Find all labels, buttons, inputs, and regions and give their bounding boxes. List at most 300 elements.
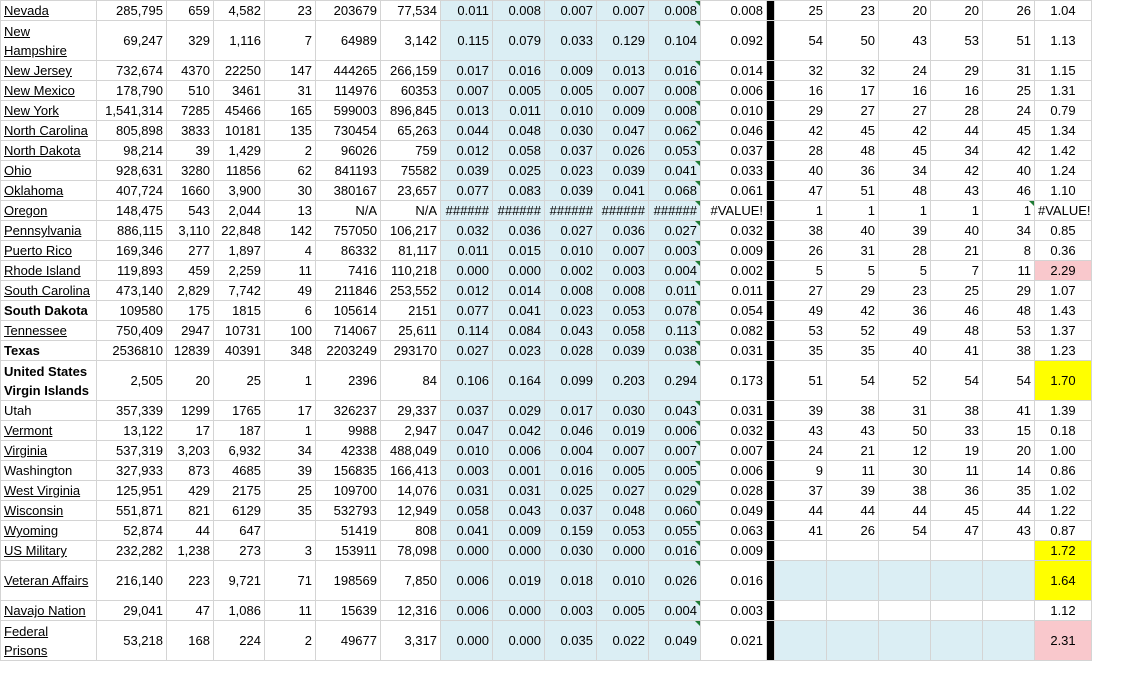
- data-cell[interactable]: 106,217: [381, 221, 441, 241]
- data-cell[interactable]: 11856: [214, 161, 265, 181]
- data-cell[interactable]: 0.041: [597, 181, 649, 201]
- data-cell[interactable]: 0.029: [649, 481, 701, 501]
- data-cell[interactable]: 38: [931, 401, 983, 421]
- data-cell[interactable]: 40: [827, 221, 879, 241]
- data-cell[interactable]: 0.010: [597, 561, 649, 601]
- data-cell[interactable]: 5: [879, 261, 931, 281]
- data-cell[interactable]: 41: [983, 401, 1035, 421]
- data-cell[interactable]: 9,721: [214, 561, 265, 601]
- data-cell[interactable]: 75582: [381, 161, 441, 181]
- row-label-cell[interactable]: Oklahoma: [1, 181, 97, 201]
- data-cell[interactable]: 0.007: [597, 81, 649, 101]
- data-cell[interactable]: 0.023: [545, 301, 597, 321]
- data-cell[interactable]: 0.003: [545, 601, 597, 621]
- row-label-cell[interactable]: Pennsylvania: [1, 221, 97, 241]
- data-cell[interactable]: 4685: [214, 461, 265, 481]
- data-cell[interactable]: 25,611: [381, 321, 441, 341]
- data-cell[interactable]: 14,076: [381, 481, 441, 501]
- data-cell[interactable]: 50: [827, 21, 879, 61]
- data-cell[interactable]: 0.032: [701, 421, 767, 441]
- data-cell[interactable]: 36: [931, 481, 983, 501]
- data-cell[interactable]: 0.043: [545, 321, 597, 341]
- data-cell[interactable]: 0.030: [597, 401, 649, 421]
- data-cell[interactable]: 45: [827, 121, 879, 141]
- data-cell[interactable]: 1.43: [1035, 301, 1092, 321]
- data-cell[interactable]: 1,238: [167, 541, 214, 561]
- data-cell[interactable]: 714067: [316, 321, 381, 341]
- data-cell[interactable]: [775, 561, 827, 601]
- data-cell[interactable]: 7: [265, 21, 316, 61]
- data-cell[interactable]: 49: [265, 281, 316, 301]
- data-cell[interactable]: [775, 541, 827, 561]
- data-cell[interactable]: 52: [879, 361, 931, 401]
- data-cell[interactable]: 0.049: [649, 621, 701, 661]
- data-cell[interactable]: 71: [265, 561, 316, 601]
- data-cell[interactable]: 0.019: [493, 561, 545, 601]
- data-cell[interactable]: 0.009: [701, 241, 767, 261]
- data-cell[interactable]: 0.016: [493, 61, 545, 81]
- data-cell[interactable]: 178,790: [97, 81, 167, 101]
- data-cell[interactable]: 0.022: [597, 621, 649, 661]
- data-cell[interactable]: 327,933: [97, 461, 167, 481]
- data-cell[interactable]: 0.031: [701, 341, 767, 361]
- data-cell[interactable]: 54: [931, 361, 983, 401]
- data-cell[interactable]: 14: [983, 461, 1035, 481]
- data-cell[interactable]: 0.037: [545, 141, 597, 161]
- data-cell[interactable]: 12: [879, 441, 931, 461]
- data-cell[interactable]: 26: [983, 1, 1035, 21]
- data-cell[interactable]: 0.002: [701, 261, 767, 281]
- data-cell[interactable]: 0.027: [441, 341, 493, 361]
- data-cell[interactable]: 1: [775, 201, 827, 221]
- data-cell[interactable]: 25: [983, 81, 1035, 101]
- data-cell[interactable]: 0.113: [649, 321, 701, 341]
- data-cell[interactable]: 17: [827, 81, 879, 101]
- data-cell[interactable]: 1: [265, 421, 316, 441]
- data-cell[interactable]: 109580: [97, 301, 167, 321]
- data-cell[interactable]: 22250: [214, 61, 265, 81]
- data-cell[interactable]: 0.009: [597, 101, 649, 121]
- data-cell[interactable]: 148,475: [97, 201, 167, 221]
- data-cell[interactable]: 16: [775, 81, 827, 101]
- data-cell[interactable]: 0.003: [701, 601, 767, 621]
- data-cell[interactable]: 380167: [316, 181, 381, 201]
- data-cell[interactable]: 42: [931, 161, 983, 181]
- data-cell[interactable]: 142: [265, 221, 316, 241]
- data-cell[interactable]: 873: [167, 461, 214, 481]
- data-cell[interactable]: N/A: [316, 201, 381, 221]
- data-cell[interactable]: 0.18: [1035, 421, 1092, 441]
- data-cell[interactable]: 0.002: [545, 261, 597, 281]
- data-cell[interactable]: 32: [827, 61, 879, 81]
- data-cell[interactable]: 119,893: [97, 261, 167, 281]
- data-cell[interactable]: 750,409: [97, 321, 167, 341]
- data-cell[interactable]: 928,631: [97, 161, 167, 181]
- data-cell[interactable]: 1299: [167, 401, 214, 421]
- data-cell[interactable]: 0.010: [545, 241, 597, 261]
- data-cell[interactable]: 203679: [316, 1, 381, 21]
- data-cell[interactable]: 53,218: [97, 621, 167, 661]
- data-cell[interactable]: 1.64: [1035, 561, 1092, 601]
- data-cell[interactable]: 3280: [167, 161, 214, 181]
- data-cell[interactable]: 1.72: [1035, 541, 1092, 561]
- data-cell[interactable]: 39: [879, 221, 931, 241]
- data-cell[interactable]: 54: [827, 361, 879, 401]
- data-cell[interactable]: 0.053: [649, 141, 701, 161]
- data-cell[interactable]: 886,115: [97, 221, 167, 241]
- data-cell[interactable]: 0.048: [597, 501, 649, 521]
- data-cell[interactable]: 38: [879, 481, 931, 501]
- data-cell[interactable]: 37: [775, 481, 827, 501]
- data-cell[interactable]: 1,086: [214, 601, 265, 621]
- data-cell[interactable]: 9: [775, 461, 827, 481]
- data-cell[interactable]: 0.008: [493, 1, 545, 21]
- data-cell[interactable]: 1.42: [1035, 141, 1092, 161]
- data-cell[interactable]: 51: [827, 181, 879, 201]
- data-cell[interactable]: 0.023: [545, 161, 597, 181]
- data-cell[interactable]: 40: [983, 161, 1035, 181]
- row-label-cell[interactable]: New Jersey: [1, 61, 97, 81]
- data-cell[interactable]: 0.041: [441, 521, 493, 541]
- data-cell[interactable]: 2,259: [214, 261, 265, 281]
- data-cell[interactable]: 0.053: [597, 521, 649, 541]
- data-cell[interactable]: 0.173: [701, 361, 767, 401]
- data-cell[interactable]: 0.079: [493, 21, 545, 61]
- data-cell[interactable]: 232,282: [97, 541, 167, 561]
- data-cell[interactable]: 0.79: [1035, 101, 1092, 121]
- data-cell[interactable]: 25: [214, 361, 265, 401]
- data-cell[interactable]: 0.011: [701, 281, 767, 301]
- row-label-cell[interactable]: Tennessee: [1, 321, 97, 341]
- data-cell[interactable]: 223: [167, 561, 214, 601]
- data-cell[interactable]: 51: [983, 21, 1035, 61]
- data-cell[interactable]: 5: [827, 261, 879, 281]
- data-cell[interactable]: 0.042: [493, 421, 545, 441]
- data-cell[interactable]: 49: [775, 301, 827, 321]
- data-cell[interactable]: 29: [775, 101, 827, 121]
- data-cell[interactable]: 23: [879, 281, 931, 301]
- data-cell[interactable]: 0.030: [545, 121, 597, 141]
- data-cell[interactable]: 38: [983, 341, 1035, 361]
- row-label-cell[interactable]: Oregon: [1, 201, 97, 221]
- data-cell[interactable]: 42: [983, 141, 1035, 161]
- data-cell[interactable]: 0.036: [597, 221, 649, 241]
- data-cell[interactable]: 0.046: [701, 121, 767, 141]
- data-cell[interactable]: 0.013: [597, 61, 649, 81]
- data-cell[interactable]: 0.011: [649, 281, 701, 301]
- data-cell[interactable]: 19: [931, 441, 983, 461]
- data-cell[interactable]: 26: [827, 521, 879, 541]
- data-cell[interactable]: 0.104: [649, 21, 701, 61]
- data-cell[interactable]: 25: [265, 481, 316, 501]
- data-cell[interactable]: 488,049: [381, 441, 441, 461]
- data-cell[interactable]: 15: [983, 421, 1035, 441]
- data-cell[interactable]: 2947: [167, 321, 214, 341]
- data-cell[interactable]: 0.036: [493, 221, 545, 241]
- data-cell[interactable]: 31: [879, 401, 931, 421]
- data-cell[interactable]: 16: [931, 81, 983, 101]
- data-cell[interactable]: 2,044: [214, 201, 265, 221]
- data-cell[interactable]: 0.009: [493, 521, 545, 541]
- data-cell[interactable]: 105614: [316, 301, 381, 321]
- data-cell[interactable]: 0.014: [701, 61, 767, 81]
- data-cell[interactable]: 12,316: [381, 601, 441, 621]
- data-cell[interactable]: 4370: [167, 61, 214, 81]
- data-cell[interactable]: 0.007: [649, 441, 701, 461]
- data-cell[interactable]: 0.039: [597, 161, 649, 181]
- data-cell[interactable]: 11: [265, 601, 316, 621]
- row-label-cell[interactable]: US Military: [1, 541, 97, 561]
- data-cell[interactable]: 0.037: [441, 401, 493, 421]
- data-cell[interactable]: 0.006: [441, 561, 493, 601]
- data-cell[interactable]: 1.34: [1035, 121, 1092, 141]
- data-cell[interactable]: 25: [931, 281, 983, 301]
- data-cell[interactable]: 42338: [316, 441, 381, 461]
- data-cell[interactable]: 3,317: [381, 621, 441, 661]
- data-cell[interactable]: 39: [775, 401, 827, 421]
- data-cell[interactable]: 1.23: [1035, 341, 1092, 361]
- data-cell[interactable]: 135: [265, 121, 316, 141]
- data-cell[interactable]: 54: [775, 21, 827, 61]
- data-cell[interactable]: 3: [265, 541, 316, 561]
- data-cell[interactable]: 40391: [214, 341, 265, 361]
- data-cell[interactable]: 11: [827, 461, 879, 481]
- data-cell[interactable]: 0.159: [545, 521, 597, 541]
- data-cell[interactable]: 51419: [316, 521, 381, 541]
- data-cell[interactable]: 40: [775, 161, 827, 181]
- data-cell[interactable]: 39: [265, 461, 316, 481]
- data-cell[interactable]: 285,795: [97, 1, 167, 21]
- data-cell[interactable]: 7,742: [214, 281, 265, 301]
- data-cell[interactable]: 0.007: [701, 441, 767, 461]
- data-cell[interactable]: 0.038: [649, 341, 701, 361]
- data-cell[interactable]: [983, 561, 1035, 601]
- data-cell[interactable]: 0.060: [649, 501, 701, 521]
- data-cell[interactable]: 0.023: [493, 341, 545, 361]
- data-cell[interactable]: 16: [879, 81, 931, 101]
- data-cell[interactable]: 15639: [316, 601, 381, 621]
- data-cell[interactable]: 43: [983, 521, 1035, 541]
- data-cell[interactable]: 0.010: [701, 101, 767, 121]
- data-cell[interactable]: 54: [879, 521, 931, 541]
- data-cell[interactable]: 2203249: [316, 341, 381, 361]
- data-cell[interactable]: 187: [214, 421, 265, 441]
- data-cell[interactable]: 2,505: [97, 361, 167, 401]
- data-cell[interactable]: 39: [167, 141, 214, 161]
- data-cell[interactable]: 1,541,314: [97, 101, 167, 121]
- data-cell[interactable]: 1,897: [214, 241, 265, 261]
- data-cell[interactable]: 273: [214, 541, 265, 561]
- data-cell[interactable]: 22,848: [214, 221, 265, 241]
- data-cell[interactable]: 0.048: [493, 121, 545, 141]
- data-cell[interactable]: [775, 601, 827, 621]
- data-cell[interactable]: 0.016: [649, 541, 701, 561]
- data-cell[interactable]: 2,947: [381, 421, 441, 441]
- data-cell[interactable]: 86332: [316, 241, 381, 261]
- data-cell[interactable]: 30: [879, 461, 931, 481]
- data-cell[interactable]: 216,140: [97, 561, 167, 601]
- data-cell[interactable]: 0.039: [597, 341, 649, 361]
- data-cell[interactable]: 31: [983, 61, 1035, 81]
- data-cell[interactable]: 0.015: [493, 241, 545, 261]
- data-cell[interactable]: 0.36: [1035, 241, 1092, 261]
- row-label-cell[interactable]: West Virginia: [1, 481, 97, 501]
- data-cell[interactable]: 0.000: [441, 541, 493, 561]
- data-cell[interactable]: 0.005: [493, 81, 545, 101]
- data-cell[interactable]: 407,724: [97, 181, 167, 201]
- data-cell[interactable]: 0.114: [441, 321, 493, 341]
- data-cell[interactable]: 1.37: [1035, 321, 1092, 341]
- data-cell[interactable]: 0.019: [597, 421, 649, 441]
- data-cell[interactable]: 0.032: [441, 221, 493, 241]
- data-cell[interactable]: 0.000: [493, 621, 545, 661]
- data-cell[interactable]: [931, 541, 983, 561]
- data-cell[interactable]: 357,339: [97, 401, 167, 421]
- data-cell[interactable]: 0.054: [701, 301, 767, 321]
- data-cell[interactable]: 35: [983, 481, 1035, 501]
- data-cell[interactable]: 45466: [214, 101, 265, 121]
- data-cell[interactable]: 36: [879, 301, 931, 321]
- data-cell[interactable]: 81,117: [381, 241, 441, 261]
- data-cell[interactable]: 0.003: [649, 241, 701, 261]
- data-cell[interactable]: 543: [167, 201, 214, 221]
- data-cell[interactable]: 114976: [316, 81, 381, 101]
- data-cell[interactable]: 537,319: [97, 441, 167, 461]
- data-cell[interactable]: 0.115: [441, 21, 493, 61]
- data-cell[interactable]: 0.031: [701, 401, 767, 421]
- data-cell[interactable]: 821: [167, 501, 214, 521]
- data-cell[interactable]: 1.70: [1035, 361, 1092, 401]
- data-cell[interactable]: 44: [879, 501, 931, 521]
- data-cell[interactable]: #VALUE!: [701, 201, 767, 221]
- data-cell[interactable]: 0.014: [493, 281, 545, 301]
- data-cell[interactable]: 0.85: [1035, 221, 1092, 241]
- data-cell[interactable]: 28: [879, 241, 931, 261]
- data-cell[interactable]: 0.203: [597, 361, 649, 401]
- data-cell[interactable]: 1: [931, 201, 983, 221]
- data-cell[interactable]: #VALUE!: [1035, 201, 1092, 221]
- data-cell[interactable]: 147: [265, 61, 316, 81]
- data-cell[interactable]: 0.011: [493, 101, 545, 121]
- data-cell[interactable]: 64989: [316, 21, 381, 61]
- row-label-cell[interactable]: New Mexico: [1, 81, 97, 101]
- data-cell[interactable]: 0.099: [545, 361, 597, 401]
- data-cell[interactable]: 47: [167, 601, 214, 621]
- data-cell[interactable]: 0.016: [649, 61, 701, 81]
- data-cell[interactable]: 1.24: [1035, 161, 1092, 181]
- data-cell[interactable]: 49: [879, 321, 931, 341]
- data-cell[interactable]: 0.035: [545, 621, 597, 661]
- data-cell[interactable]: 0.008: [597, 281, 649, 301]
- data-cell[interactable]: 841193: [316, 161, 381, 181]
- data-cell[interactable]: 0.000: [493, 541, 545, 561]
- data-cell[interactable]: [983, 541, 1035, 561]
- data-cell[interactable]: 38: [827, 401, 879, 421]
- data-cell[interactable]: 2,829: [167, 281, 214, 301]
- data-cell[interactable]: 0.004: [649, 261, 701, 281]
- data-cell[interactable]: 31: [265, 81, 316, 101]
- data-cell[interactable]: 28: [775, 141, 827, 161]
- data-cell[interactable]: 0.026: [649, 561, 701, 601]
- data-cell[interactable]: 0.077: [441, 301, 493, 321]
- data-cell[interactable]: 11: [265, 261, 316, 281]
- data-cell[interactable]: [827, 621, 879, 661]
- data-cell[interactable]: 30: [265, 181, 316, 201]
- data-cell[interactable]: 20: [983, 441, 1035, 461]
- data-cell[interactable]: 10181: [214, 121, 265, 141]
- data-cell[interactable]: 0.062: [649, 121, 701, 141]
- data-cell[interactable]: 1660: [167, 181, 214, 201]
- data-cell[interactable]: [983, 621, 1035, 661]
- data-cell[interactable]: 42: [879, 121, 931, 141]
- data-cell[interactable]: 27: [827, 101, 879, 121]
- data-cell[interactable]: 43: [775, 421, 827, 441]
- data-cell[interactable]: 42: [827, 301, 879, 321]
- data-cell[interactable]: 730454: [316, 121, 381, 141]
- data-cell[interactable]: 0.016: [701, 561, 767, 601]
- data-cell[interactable]: 1765: [214, 401, 265, 421]
- data-cell[interactable]: 3,203: [167, 441, 214, 461]
- data-cell[interactable]: 40: [931, 221, 983, 241]
- data-cell[interactable]: 224: [214, 621, 265, 661]
- data-cell[interactable]: 0.007: [597, 241, 649, 261]
- data-cell[interactable]: 0.000: [493, 601, 545, 621]
- data-cell[interactable]: 0.006: [441, 601, 493, 621]
- data-cell[interactable]: [827, 561, 879, 601]
- data-cell[interactable]: 1.15: [1035, 61, 1092, 81]
- data-cell[interactable]: 45: [931, 501, 983, 521]
- data-cell[interactable]: [931, 601, 983, 621]
- data-cell[interactable]: 46: [931, 301, 983, 321]
- data-cell[interactable]: 53: [931, 21, 983, 61]
- data-cell[interactable]: 0.058: [441, 501, 493, 521]
- data-cell[interactable]: 11: [983, 261, 1035, 281]
- data-cell[interactable]: 65,263: [381, 121, 441, 141]
- data-cell[interactable]: 0.000: [441, 261, 493, 281]
- data-cell[interactable]: 0.083: [493, 181, 545, 201]
- data-cell[interactable]: 659: [167, 1, 214, 21]
- data-cell[interactable]: 31: [827, 241, 879, 261]
- data-cell[interactable]: 0.043: [649, 401, 701, 421]
- data-cell[interactable]: 60353: [381, 81, 441, 101]
- data-cell[interactable]: 17: [265, 401, 316, 421]
- data-cell[interactable]: 98,214: [97, 141, 167, 161]
- row-label-cell[interactable]: Texas: [1, 341, 97, 361]
- data-cell[interactable]: 0.294: [649, 361, 701, 401]
- row-label-cell[interactable]: North Carolina: [1, 121, 97, 141]
- data-cell[interactable]: 0.033: [545, 21, 597, 61]
- data-cell[interactable]: 20: [931, 1, 983, 21]
- data-cell[interactable]: [879, 541, 931, 561]
- data-cell[interactable]: 0.063: [701, 521, 767, 541]
- data-cell[interactable]: 293170: [381, 341, 441, 361]
- row-label-cell[interactable]: Wyoming: [1, 521, 97, 541]
- data-cell[interactable]: 51: [775, 361, 827, 401]
- data-cell[interactable]: 0.031: [493, 481, 545, 501]
- data-cell[interactable]: 473,140: [97, 281, 167, 301]
- data-cell[interactable]: 1,429: [214, 141, 265, 161]
- data-cell[interactable]: 0.008: [649, 1, 701, 21]
- data-cell[interactable]: 40: [879, 341, 931, 361]
- data-cell[interactable]: 84: [381, 361, 441, 401]
- data-cell[interactable]: 0.025: [493, 161, 545, 181]
- data-cell[interactable]: 24: [775, 441, 827, 461]
- data-cell[interactable]: 23,657: [381, 181, 441, 201]
- data-cell[interactable]: 0.026: [597, 141, 649, 161]
- data-cell[interactable]: 0.006: [701, 81, 767, 101]
- data-cell[interactable]: 0.007: [597, 441, 649, 461]
- data-cell[interactable]: 13,122: [97, 421, 167, 441]
